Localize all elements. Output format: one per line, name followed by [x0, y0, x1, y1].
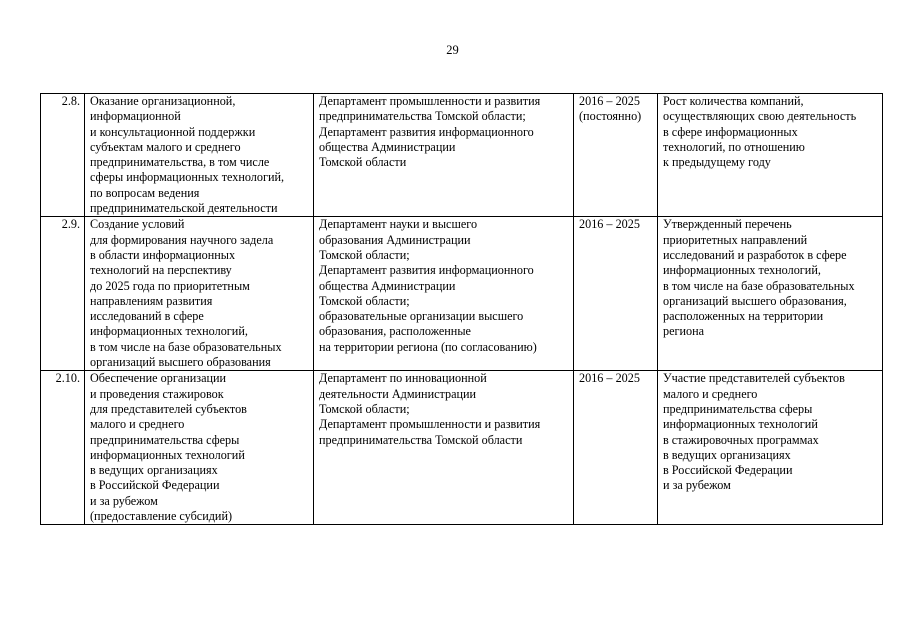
- row-number: 2.8.: [41, 94, 85, 217]
- row-number: 2.9.: [41, 217, 85, 371]
- table-row: [41, 94, 883, 217]
- responsible-cell: Департамент по инновационной деятельности Администрации Томской области; Департамент промышленности и развития предпринимательства Томской области: [314, 371, 574, 525]
- activities-table: [40, 93, 883, 525]
- table-row: [41, 371, 883, 525]
- result-cell: Утвержденный перечень приоритетных направлений исследований и разработок в сфере информационных технологий, в том числе на базе образовательных организаций высшего образования, расположенных на территории региона: [658, 217, 883, 371]
- period-cell: 2016 – 2025: [574, 217, 658, 371]
- page-number: 29: [446, 43, 459, 57]
- activity-cell: Обеспечение организации и проведения стажировок для представителей субъектов малого и среднего предпринимательства сферы информационных технологий в ведущих организациях в Российской Федерации и за рубежом (предоставление субсидий): [85, 371, 314, 525]
- result-cell: Участие представителей субъектов малого и среднего предпринимательства сферы информационных технологий в стажировочных программах в ведущих организациях в Российской Федерации и за рубежом: [658, 371, 883, 525]
- activity-cell: Оказание организационной, информационной и консультационной поддержки субъектам малого и среднего предпринимательства, в том числе сферы информационных технологий, по вопросам ведения предпринимательской деятельности: [85, 94, 314, 217]
- activity-cell: Создание условий для формирования научного задела в области информационных технологий на перспективу до 2025 года по приоритетным направлениям развития исследований в сфере информационных технологий, в том числе на базе образовательных организаций высшего образования: [85, 217, 314, 371]
- responsible-cell: Департамент промышленности и развития предпринимательства Томской области; Департамент развития информационного общества Администрации Томской области: [314, 94, 574, 217]
- period-cell: 2016 – 2025 (постоянно): [574, 94, 658, 217]
- responsible-cell: Департамент науки и высшего образования Администрации Томской области; Департамент развития информационного общества Администрации Томской области; образовательные организации высшего образования, расположенные на территории региона (по согласованию): [314, 217, 574, 371]
- period-cell: 2016 – 2025: [574, 371, 658, 525]
- result-cell: Рост количества компаний, осуществляющих свою деятельность в сфере информационных технологий, по отношению к предыдущему году: [658, 94, 883, 217]
- table-row: [41, 217, 883, 371]
- row-number: 2.10.: [41, 371, 85, 525]
